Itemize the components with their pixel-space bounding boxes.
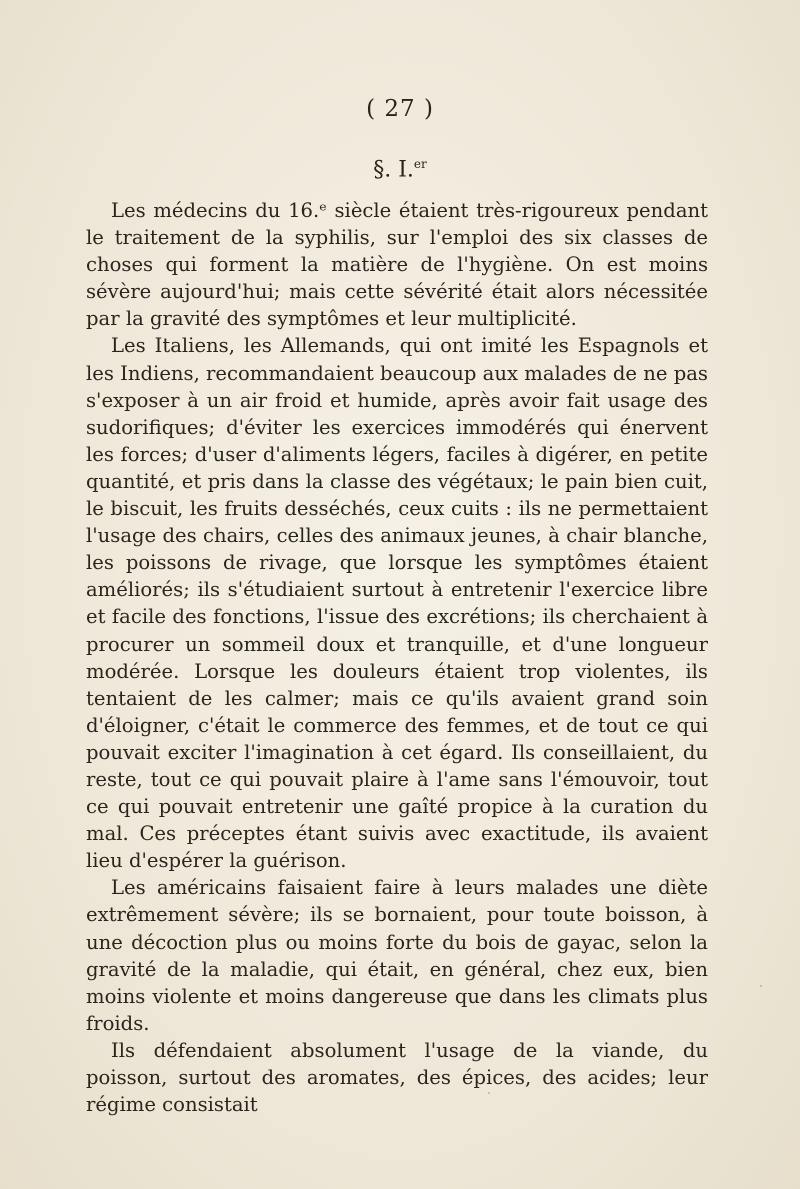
paper-speck xyxy=(760,985,762,987)
section-label: §. I. xyxy=(373,157,414,183)
paragraph-forbidden-foods: Ils défendaient absolument l'usage de la viande, du poisson, surtout des aromates, des épices, des acides; leur régime consistait xyxy=(86,1038,708,1117)
section-heading xyxy=(0,157,800,182)
section-label-superscript: er xyxy=(413,157,427,171)
paper-speck xyxy=(412,430,414,432)
paragraph-italian-german-regimen: Les Italiens, les Allemands, qui ont imité les Espagnols et les Indiens, recommandaient beaucoup aux malades de ne pas s'exposer à un air froid et humide, après avoir fait usage des sudorifiques; d'éviter les exercices immodérés qui énervent les forces; d'user d'aliments légers, faciles à digérer, en petite quantité, et pris dans la classe des végétaux; le pain bien cuit, le biscuit, les fruits desséchés, ceux cuits : ils ne permettaient l'usage des chairs, celles des animaux jeunes, à chair blanche, les poissons de rivage, que lorsque les symptômes étaient améliorés; ils s'étudiaient surtout à entretenir l'exercice libre et facile des fonctions, l'issue des excrétions; ils cherchaient à procurer un sommeil doux et tranquille, et d'une longueur modérée. Lorsque les douleurs étaient trop violentes, ils tentaient de les calmer; mais ce qu'ils avaient grand soin d'éloigner, c'était le commerce des femmes, et de tout ce qui pouvait exciter l'imagination à cet égard. Ils conseillaient, du reste, tout ce qui pouvait plaire à l'ame sans l'émouvoir, tout ce qui pouvait entretenir une gaîté propice à la curation du mal. Ces préceptes étant suivis avec exactitude, ils avaient lieu d'espérer la guérison. xyxy=(86,334,708,873)
body-text xyxy=(86,197,708,1118)
paper-speck xyxy=(488,1092,490,1094)
paragraph-hygiene-severity: Les médecins du 16.ᵉ siècle étaient très-rigoureux pendant le traitement de la syphilis, sur l'emploi des six classes de choses qui forment la matière de l'hygiène. On est moins sévère aujourd'hui; mais cette sévérité était alors nécessitée par la gravité des symptômes et leur multiplicité. xyxy=(86,199,708,331)
page-number: ( 27 ) xyxy=(366,96,434,122)
paragraph-american-diet: Les américains faisaient faire à leurs malades une diète extrêmement sévère; ils se bornaient, pour toute boisson, à une décoction plus ou moins forte du bois de gayac, selon la gravité de la maladie, qui était, en général, chez eux, bien moins violente et moins dangereuse que dans les climats plus froids. xyxy=(86,876,708,1035)
